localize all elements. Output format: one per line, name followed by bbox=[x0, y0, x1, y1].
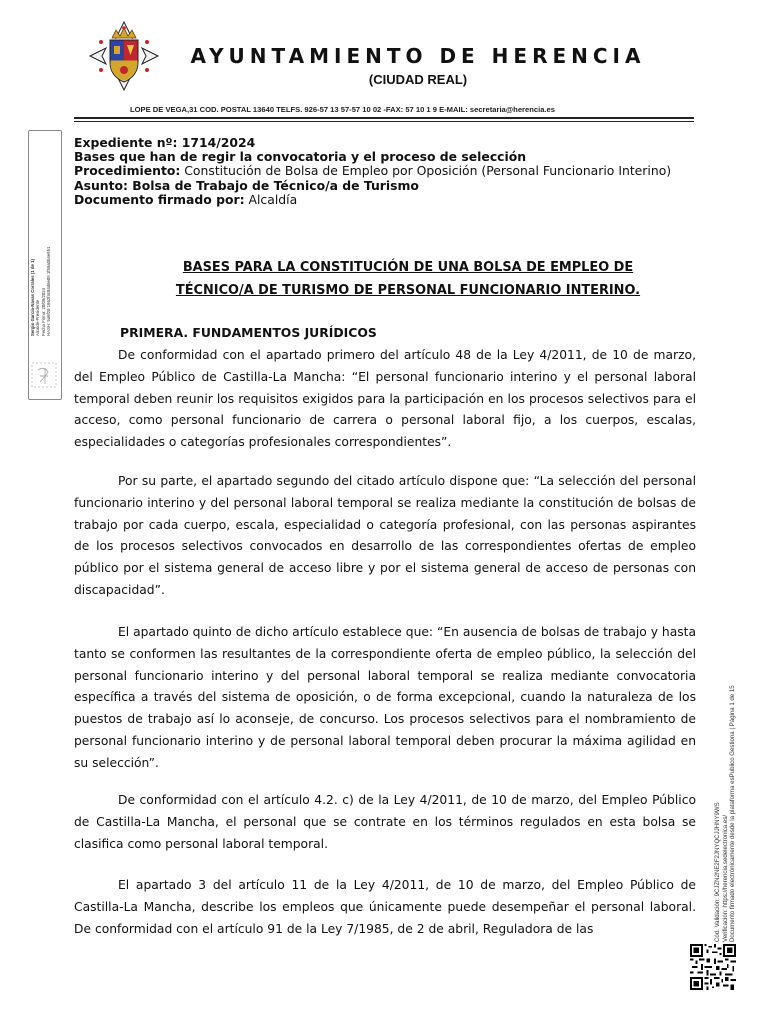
signature-text bbox=[30, 136, 60, 336]
electronic-signature-note: Documento firmado electrónicamente desde la plataforma esPublico Gestiona | Página 1 de 15 bbox=[729, 685, 737, 942]
document-metadata bbox=[74, 136, 696, 207]
org-subtitle: (CIUDAD REAL) bbox=[368, 72, 468, 87]
signer-role: Alcalde-Presidente bbox=[35, 299, 41, 336]
header-rule-thin bbox=[74, 121, 694, 122]
procedimiento-label: Procedimiento: bbox=[74, 163, 181, 179]
org-name: AYUNTAMIENTO DE HERENCIA bbox=[190, 44, 646, 68]
paragraph: El apartado 3 del artículo 11 de la Ley 4/2011, de 10 de marzo, del Empleo Público de Castilla-La Mancha, describe los empleos que únicamente puede desempeñar el personal laboral. De conformidad con el artículo 91 de la Ley 7/1985, de 2 de abril, Reguladora de las bbox=[74, 878, 696, 936]
paragraph: El apartado quinto de dicho artículo establece que: “En ausencia de bolsas de trabajo y hasta tanto se conformen las resultantes de la correspondiente oferta de empleo público, la selección del personal funcionario interino y del personal laboral temporal se realiza mediante convocatoria específica a través del sistema de oposición, o de forma excepcional, cuando la naturaleza de los puestos de trabajo así lo aconseje, de concurso. Los procesos selectivos para el nombramiento de personal funcionario interino y de personal laboral temporal deben procurar la máxima agilidad en su selección”. bbox=[74, 625, 696, 770]
section-heading: PRIMERA. FUNDAMENTOS JURÍDICOS bbox=[120, 325, 377, 340]
title-line-1: BASES PARA LA CONSTITUCIÓN DE UNA BOLSA DE EMPLEO DE bbox=[182, 260, 634, 275]
title-line-2: TÉCNICO/A DE TURISMO DE PERSONAL FUNCIONARIO INTERINO. bbox=[175, 283, 641, 298]
verification-url: Verificación: https://herencia.sedelectronica.es/ bbox=[721, 814, 729, 942]
verification-text bbox=[714, 622, 754, 942]
paragraph: Por su parte, el apartado segundo del citado artículo dispone que: “La selección del personal funcionario interino y del personal laboral temporal se realiza mediante la constitución de bolsas de trabajo por cada cuerpo, escala, especialidad o categoría profesional, con las personas aspirantes de los procesos selectivos convocados en desarrollo de las correspondientes ofertas de empleo público por el sistema general de acceso libre y por el sistema general de acceso de personas con discapacidad”. bbox=[74, 474, 696, 597]
paragraph: De conformidad con el artículo 4.2. c) de la Ley 4/2011, de 10 de marzo, del Empleo Público de Castilla-La Mancha, el personal que se contrate en los términos regulados en esta bolsa se clasifica como personal laboral temporal. bbox=[74, 793, 696, 851]
document-title bbox=[74, 256, 742, 302]
expediente: Expediente nº: 1714/2024 bbox=[74, 135, 256, 150]
firmado-label: Documento firmado por: bbox=[74, 191, 245, 207]
signature-hash: HASH: 5a6f28 1662f4c84d6e09 1f55a0b4e951 bbox=[46, 246, 52, 336]
paragraph: De conformidad con el apartado primero del artículo 48 de la Ley 4/2011, de 10 de marzo, del Empleo Público de Castilla-La Mancha: “El personal funcionario interino y el personal laboral temporal deben reunir los requisitos exigidos para la participación en los procesos selectivos para el acceso, como personal funcionario de carrera o personal laboral fijo, a los cuerpos, escalas, especialidades o categorías profesionales correspondientes”. bbox=[74, 348, 696, 450]
asunto: Asunto: Bolsa de Trabajo de Técnico/a de Turismo bbox=[74, 177, 419, 193]
validation-code: Cód. Validación: 9CJZN2NE2F2JNYQCJJHNY9WS bbox=[714, 802, 721, 942]
address-line: LOPE DE VEGA,31 COD. POSTAL 13640 TELFS. 926-57 13 57-57 10 02 -FAX: 57 10 1 9 E-MAIL: secretaria@herencia.es bbox=[130, 105, 555, 114]
header-rule bbox=[74, 117, 694, 119]
signer-name: Sergio García-Navas Corrales (1 de 1) bbox=[30, 259, 35, 336]
signature-date: Fecha Firma: 20/09/2024 bbox=[40, 287, 46, 336]
coat-of-arms-icon bbox=[88, 20, 160, 92]
bases-line: Bases que han de regir la convocatoria y el proceso de selección bbox=[74, 149, 527, 165]
procedimiento-value: Constitución de Bolsa de Empleo por Oposición (Personal Funcionario Interino) bbox=[180, 163, 672, 179]
qr-code-icon bbox=[690, 944, 736, 990]
firmado-value: Alcaldía bbox=[244, 191, 298, 207]
signature-stamp-icon bbox=[31, 362, 57, 388]
